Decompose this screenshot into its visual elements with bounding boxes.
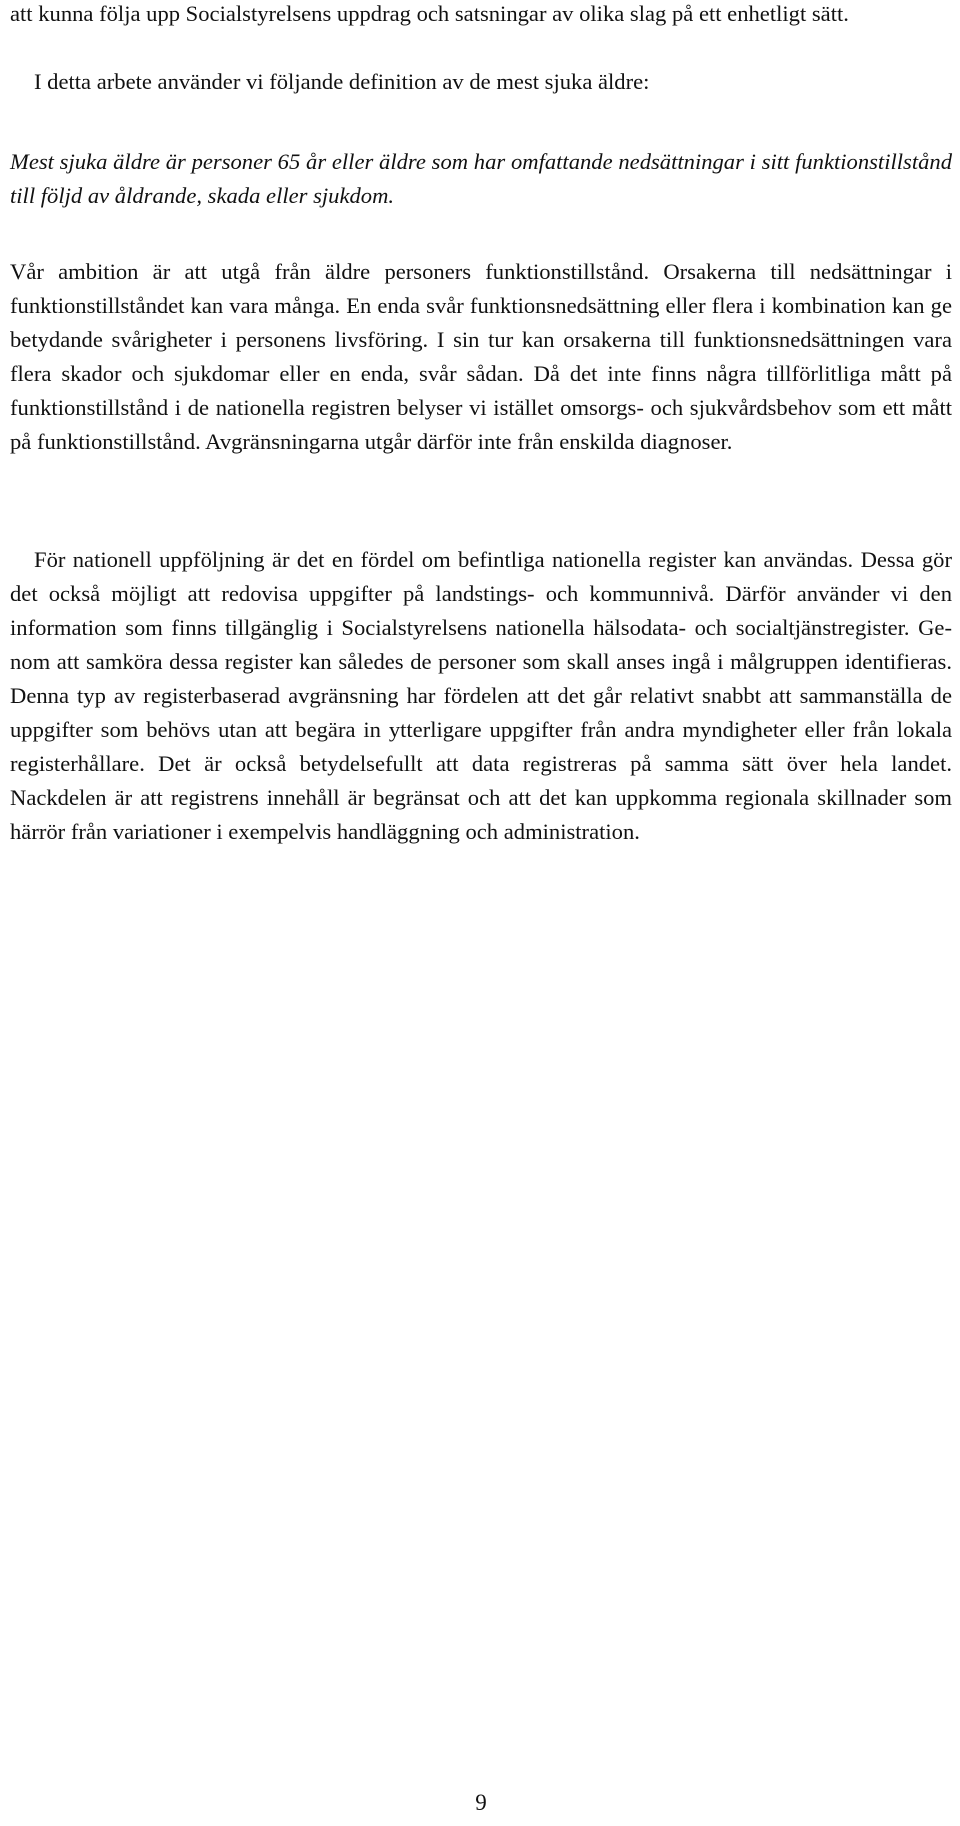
document-page (10, 0, 952, 1826)
intro-paragraph: I detta arbete använder vi följande definition av de mest sjuka äldre: (34, 69, 650, 94)
national-followup-paragraph: För nationell uppföljning är det en fördel om befintliga nationella register kan användas. Dessa gör det också möjligt att redovisa uppgifter på landstings- och kommunnivå. Därför använder vi den information som finns tillgänglig i Socialstyrelsens nationella hälsodata- och socialtjänstregister. Genom att samköra dessa register kan således de personer som skall anses ingå i målgruppen identifieras. Denna typ av registerbaserad avgränsning har fördelen att det går relativt snabbt att sammanställa de uppgifter som behövs utan att begära in ytterligare uppgifter från andra myndigheter eller från lokala registerhållare. Det är också betydelsefullt att data registreras på samma sätt över hela landet. Nackdelen är att registrens innehåll är begränsat och att det kan uppkomma regionala skillnader som härrör från variationer i exempelvis handläggning och administration. (10, 547, 952, 844)
continuation-paragraph: att kunna följa upp Socialstyrelsens uppdrag och satsningar av olika slag på ett enhetligt sätt. (10, 1, 849, 26)
page-number: 9 (475, 1790, 487, 1815)
ambition-paragraph: Vår ambition är att utgå från äldre personers funktionstillstånd. Orsakerna till nedsättningar i funktionstillståndet kan vara många. En enda svår funktionsnedsättning eller flera i kombination kan ge betydande svårigheter i personens livsföring. I sin tur kan orsakerna till funktionsnedsättningen vara flera skador och sjukdomar eller en enda, svår sådan. Då det inte finns några tillförlitliga mått på funktionstillstånd i de nationella registren belyser vi istället omsorgs- och sjukvårdsbehov som ett mått på funktionstillstånd. Avgränsningarna utgår därför inte från enskilda diagnoser. (10, 259, 952, 454)
definition-quote: Mest sjuka äldre är personer 65 år eller äldre som har omfattande nedsättningar i sitt funktionstillstånd till följd av åldrande, skada eller sjukdom. (10, 149, 952, 208)
